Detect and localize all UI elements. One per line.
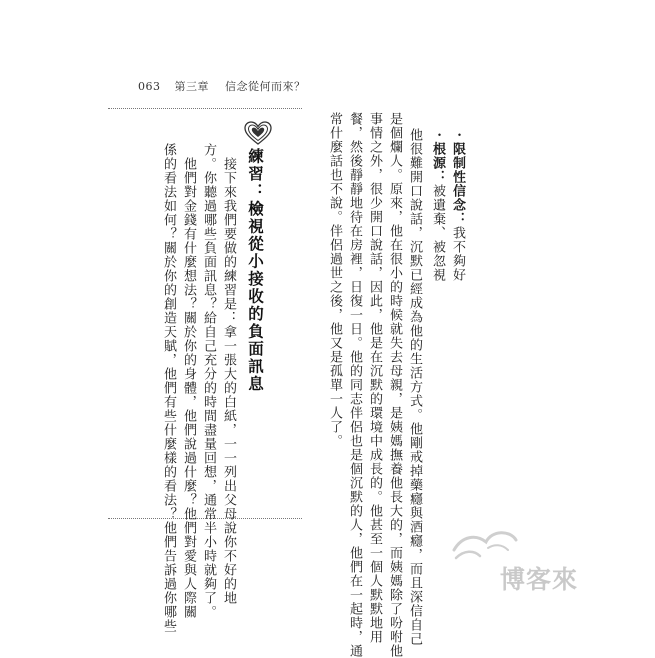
item1-label: 限制性信念： — [450, 142, 465, 226]
chapter-label: 第三章 — [174, 80, 209, 93]
paragraph-line-4: 餐，然後靜靜地待在房裡，日復一日。他的同志伴侶也是個沉默的人，他們在一起時，通 — [347, 112, 362, 658]
item1-text: 我不夠好 — [450, 226, 465, 282]
running-header — [138, 78, 306, 94]
exercise-line-4: 係的看法如何？關於你的創造天賦，他們有些什麼樣的看法？他們告訴過你哪些 — [161, 143, 176, 633]
item2-label: 根源： — [430, 142, 445, 184]
exercise-line-2: 方。你聽過哪些負面訊息？給自己充分的時間盡量回想，通常半小時就夠了。 — [201, 143, 216, 619]
paragraph-line-5: 常什麼話也不說。伴侶過世之後，他又是孤單一人了。 — [327, 112, 342, 448]
paragraph-line-3: 事情之外，很少開口說話，因此，他是在沉默的環境中成長的。他甚至一個人默默地用 — [367, 112, 382, 644]
heart-icon — [243, 120, 273, 146]
watermark-text: 博客來 — [500, 565, 579, 594]
paragraph-line-2: 是個爛人。原來，他在很小的時候就失去母親，是姨媽撫養他長大的，而姨媽除了吩咐他 — [387, 112, 402, 658]
exercise-line-3: 他們對金錢有什麼想法？關於你的身體，他們說過什麼？他們對愛與人際關 — [181, 157, 196, 619]
bullet-item-limiting-belief — [447, 128, 467, 282]
bullet-mark: ・ — [450, 128, 465, 142]
bullet-item-root-cause — [427, 128, 447, 282]
chapter-title: 信念從何而來？ — [225, 80, 306, 93]
page-number: 063 — [138, 80, 161, 93]
item2-text: 被遺棄、被忽視 — [430, 184, 445, 282]
exercise-title: 練習：檢視從小接收的負面訊息 — [246, 148, 264, 393]
paragraph-line-1: 他很難開口說話，沉默已經成為他的生活方式。他剛戒掉藥癮與酒癮，而且深信自己 — [407, 128, 422, 646]
section-divider-top — [108, 108, 302, 109]
bullet-mark: ・ — [430, 128, 445, 142]
exercise-line-1: 接下來我們要做的練習是：拿一張大的白紙，一一列出父母說你不好的地 — [221, 157, 236, 605]
